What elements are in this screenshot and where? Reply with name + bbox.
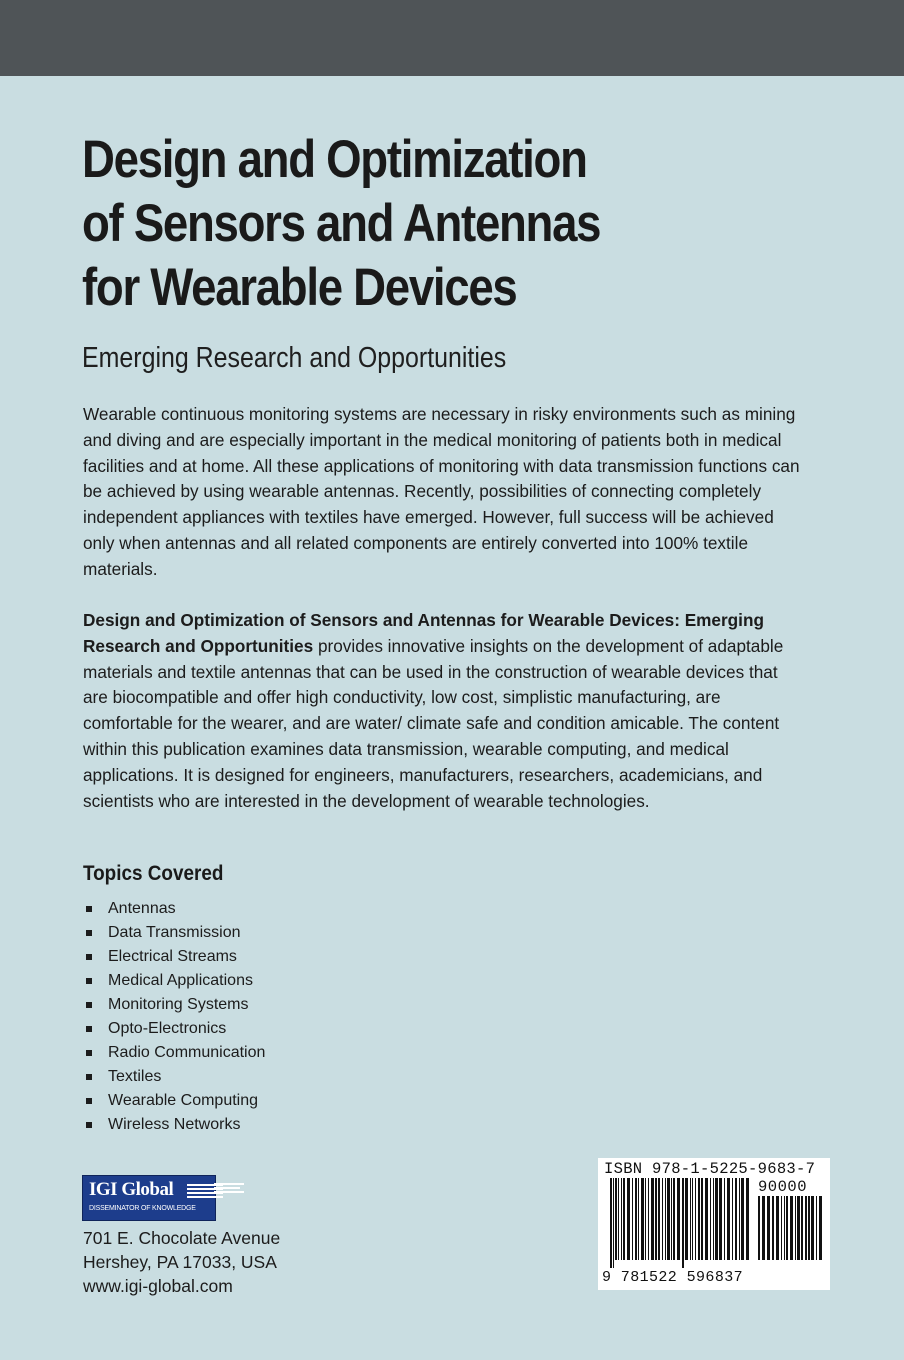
- topic-label: Radio Communication: [108, 1044, 266, 1061]
- bullet-icon: [86, 1050, 92, 1056]
- topic-label: Medical Applications: [108, 972, 253, 989]
- book-title: [82, 128, 839, 320]
- bullet-icon: [86, 930, 92, 936]
- list-item: [83, 993, 265, 1017]
- bullet-icon: [86, 1074, 92, 1080]
- address-line: Hershey, PA 17033, USA: [83, 1252, 277, 1272]
- bullet-icon: [86, 1026, 92, 1032]
- title-line: Design and Optimization: [82, 130, 587, 189]
- address-line: 701 E. Chocolate Avenue: [83, 1228, 281, 1248]
- barcode-main-icon: [610, 1178, 752, 1268]
- topic-label: Wireless Networks: [108, 1116, 241, 1133]
- barcode-digits: 9 781522 596837: [602, 1269, 744, 1286]
- barcode-box: [598, 1158, 830, 1290]
- topic-label: Antennas: [108, 900, 176, 917]
- description-paragraph-1: Wearable continuous monitoring systems are necessary in risky environments such as mining and diving and are especially important in the medical monitoring of patients both in medical facilities and at home. All these applications of monitoring with data transmission functions can be achieved by using wearable antennas. Recently, possibilities of connecting completely independent appliances with textiles have emerged. However, full success will be achieved only when antennas and all related components are entirely converted into 100% textile materials.: [83, 404, 800, 579]
- logo-name: IGI Global: [89, 1179, 174, 1200]
- publisher-website: www.igi-global.com: [83, 1276, 233, 1296]
- topic-label: Opto-Electronics: [108, 1020, 227, 1037]
- list-item: [83, 1065, 265, 1089]
- description-paragraph-2: [83, 608, 803, 814]
- logo-trail-icon: [214, 1183, 244, 1203]
- topic-label: Textiles: [108, 1068, 162, 1085]
- bullet-icon: [86, 1122, 92, 1128]
- bullet-icon: [86, 1002, 92, 1008]
- publisher-address: [83, 1226, 280, 1298]
- title-line: for Wearable Devices: [82, 258, 517, 317]
- topic-label: Data Transmission: [108, 924, 241, 941]
- logo-tagline: DISSEMINATOR OF KNOWLEDGE: [89, 1205, 196, 1212]
- list-item: [83, 897, 265, 921]
- list-item: [83, 921, 265, 945]
- description-text: provides innovative insights on the development of adaptable materials and textile antennas that can be used in the construction of wearable devices that are biocompatible and offer high conductivity, low cost, simplistic manufacturing, are comfortable for the wearer, and are water/ climate safe and condition amicable. The content within this publication examines data transmission, wearable computing, and medical applications. It is designed for engineers, manufacturers, researchers, academicians, and scientists who are interested in the development of wearable technologies.: [83, 635, 784, 811]
- topic-label: Monitoring Systems: [108, 996, 249, 1013]
- list-item: [83, 969, 265, 993]
- list-item: [83, 945, 265, 969]
- topic-label: Electrical Streams: [108, 948, 237, 965]
- list-item: [83, 1041, 265, 1065]
- title-line: of Sensors and Antennas: [82, 194, 601, 253]
- isbn-text: ISBN 978-1-5225-9683-7: [604, 1160, 816, 1178]
- topics-list: [83, 897, 265, 1137]
- topic-label: Wearable Computing: [108, 1092, 259, 1109]
- bullet-icon: [86, 978, 92, 984]
- bullet-icon: [86, 1098, 92, 1104]
- bullet-icon: [86, 954, 92, 960]
- list-item: [83, 1089, 265, 1113]
- publisher-logo: [82, 1175, 216, 1221]
- bullet-icon: [86, 906, 92, 912]
- top-color-band: [0, 0, 904, 76]
- list-item: [83, 1113, 265, 1137]
- list-item: [83, 1017, 265, 1041]
- bold-book-title: Design and Optimization of Sensors and Antennas for Wearable Devices: Emerging Research and Opportunities: [83, 610, 764, 656]
- book-subtitle: Emerging Research and Opportunities: [82, 342, 507, 374]
- barcode-addon-icon: [758, 1196, 822, 1268]
- price-code: 90000: [758, 1178, 808, 1196]
- topics-heading: Topics Covered: [83, 862, 224, 885]
